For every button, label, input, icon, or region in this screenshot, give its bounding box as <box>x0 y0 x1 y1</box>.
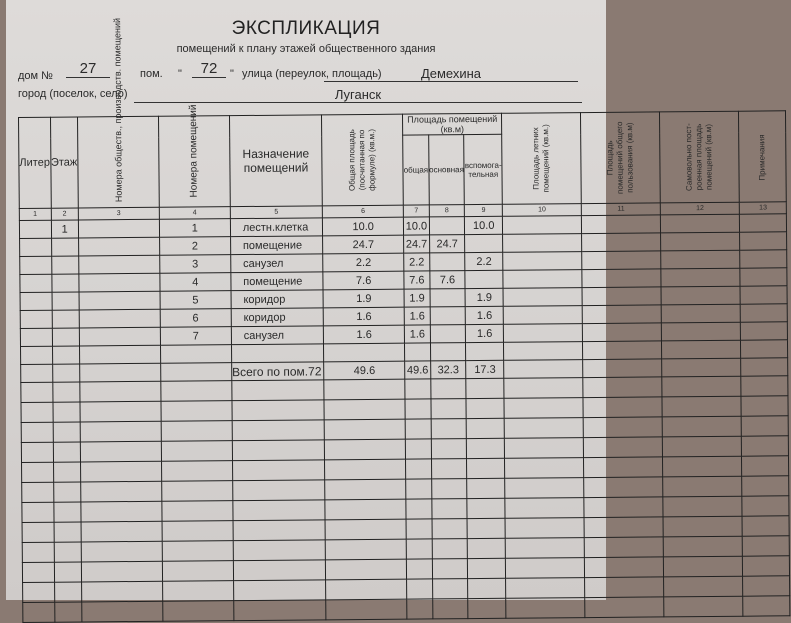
column-number: 3 <box>78 207 159 220</box>
cell-area-aux: 1.9 <box>465 288 503 306</box>
cell-total-formula: 10.0 <box>323 217 404 236</box>
cell-floor <box>52 328 79 346</box>
cell-purpose: коридор <box>231 308 324 327</box>
cell-liter <box>20 274 52 292</box>
cell-area-main <box>430 307 466 325</box>
street-label: улица (переулок, площадь) <box>242 68 382 80</box>
cell-public-no <box>79 291 160 310</box>
cell-area-total: 1.6 <box>405 325 431 343</box>
cell-room-no: 5 <box>160 291 231 310</box>
cell-total-formula: 7.6 <box>323 271 404 290</box>
cell-floor <box>51 274 78 292</box>
document-page <box>6 0 767 600</box>
total-label: Всего по пом.72 <box>231 362 324 381</box>
cell-total-formula: 2.2 <box>323 253 404 272</box>
room-quote-close: " <box>230 68 234 80</box>
room-number: 72 <box>192 60 226 78</box>
cell-room-no: 4 <box>160 273 231 292</box>
cell-room-no: 7 <box>160 327 231 346</box>
cell-purpose: санузел <box>231 254 324 273</box>
cell-floor: 1 <box>51 220 78 238</box>
cell-area-total: 1.6 <box>404 307 430 325</box>
total-formula: 49.6 <box>324 361 405 380</box>
cell-purpose: коридор <box>231 290 324 309</box>
cell-area-main: 24.7 <box>429 235 465 253</box>
document-title: ЭКСПЛИКАЦИЯ <box>231 18 381 39</box>
column-number: 6 <box>323 205 404 218</box>
cell-room-no: 3 <box>160 255 231 274</box>
header-summer-area: Площадь летних помещений (кв.м.) <box>531 124 551 193</box>
cell-public-no <box>78 219 159 238</box>
cell-area-main <box>429 253 465 271</box>
cell-area-total: 7.6 <box>404 271 430 289</box>
house-number: 27 <box>66 60 110 78</box>
header-common-area: Площадь помещений общего пользования (кв.м) <box>605 121 635 195</box>
cell-purpose: помещение <box>231 272 324 291</box>
cell-area-aux: 2.2 <box>465 252 503 270</box>
city-value: Луганск <box>134 87 582 103</box>
cell-area-aux: 1.6 <box>466 324 504 342</box>
cell-public-no <box>79 255 160 274</box>
column-number: 7 <box>404 205 430 217</box>
document-subtitle: помещений к плану этажей общественного здания <box>176 43 436 55</box>
column-number: 8 <box>429 205 465 217</box>
cell-area-main <box>430 289 466 307</box>
header-floor: Этаж <box>50 117 78 208</box>
column-number: 9 <box>465 204 503 216</box>
header-area-main: основная <box>428 135 464 205</box>
cell-area-aux <box>465 234 503 252</box>
cell-floor <box>51 238 78 256</box>
cell-room-no: 6 <box>160 309 231 328</box>
cell-area-aux: 1.6 <box>466 306 504 324</box>
cell-area-aux <box>465 270 503 288</box>
cell-liter <box>20 238 52 256</box>
cell-public-no <box>79 327 160 346</box>
column-number: 4 <box>159 207 230 220</box>
cell-room-no: 1 <box>159 219 230 238</box>
cell-liter <box>19 220 51 238</box>
cell-public-no <box>79 309 160 328</box>
cell-purpose: помещение <box>230 236 323 255</box>
column-number: 2 <box>51 208 78 220</box>
cell-total-formula: 1.9 <box>323 289 404 308</box>
column-number: 11 <box>581 203 660 216</box>
header-total-area-formula: Общая площадь (посчитанная по формуле) (кв.м.) <box>347 128 377 192</box>
cell-area-main: 7.6 <box>429 271 465 289</box>
cell-liter <box>20 310 52 328</box>
header-purpose: Назначение помещений <box>229 115 322 207</box>
house-label: дом № <box>18 70 53 82</box>
cell-area-total: 24.7 <box>404 235 430 253</box>
room-label: пом. <box>140 68 163 80</box>
header-area-total: общая <box>403 135 429 205</box>
column-number: 12 <box>660 202 739 215</box>
column-number: 1 <box>19 208 51 220</box>
header-public-numbers: Номера обществ., производств. помещений <box>111 17 124 203</box>
cell-purpose: лестн.клетка <box>230 218 323 237</box>
total-area-aux: 17.3 <box>466 360 504 378</box>
cell-total-formula: 1.6 <box>323 307 404 326</box>
cell-liter <box>20 328 52 346</box>
cell-public-no <box>79 273 160 292</box>
total-area-main: 32.3 <box>430 361 466 379</box>
header-area-group: Площадь помещений (кв.м) <box>403 113 502 135</box>
cell-area-main <box>430 325 466 343</box>
cell-room-no: 2 <box>159 237 230 256</box>
cell-area-total: 10.0 <box>404 217 430 235</box>
cell-area-total: 1.9 <box>404 289 430 307</box>
header-liter: Литер <box>19 117 51 208</box>
city-label: город (поселок, село) <box>18 88 128 100</box>
cell-purpose: санузел <box>231 326 324 345</box>
cell-floor <box>52 292 79 310</box>
cell-public-no <box>78 237 159 256</box>
header-notes: Примечания <box>757 134 767 181</box>
street-value: Демехина <box>324 66 578 82</box>
cell-area-aux: 10.0 <box>465 216 503 234</box>
cell-area-total: 2.2 <box>404 253 430 271</box>
cell-area-main <box>429 217 465 235</box>
cell-liter <box>20 292 52 310</box>
cell-total-formula: 1.6 <box>324 325 405 344</box>
header-unauthorized-area: Самовольно пост-роенная площадь помещений (кв.м) <box>684 123 714 192</box>
cell-floor <box>51 256 78 274</box>
column-number: 10 <box>502 204 581 217</box>
cell-liter <box>20 256 52 274</box>
cell-total-formula: 24.7 <box>323 235 404 254</box>
column-number: 5 <box>230 206 323 219</box>
header-room-numbers: Номера помещений <box>187 104 200 198</box>
room-quote-open: " <box>178 68 182 80</box>
total-area-total: 49.6 <box>405 361 431 379</box>
column-number: 13 <box>739 202 786 214</box>
cell-floor <box>52 310 79 328</box>
header-area-aux: вспомога-тельная <box>464 134 502 204</box>
